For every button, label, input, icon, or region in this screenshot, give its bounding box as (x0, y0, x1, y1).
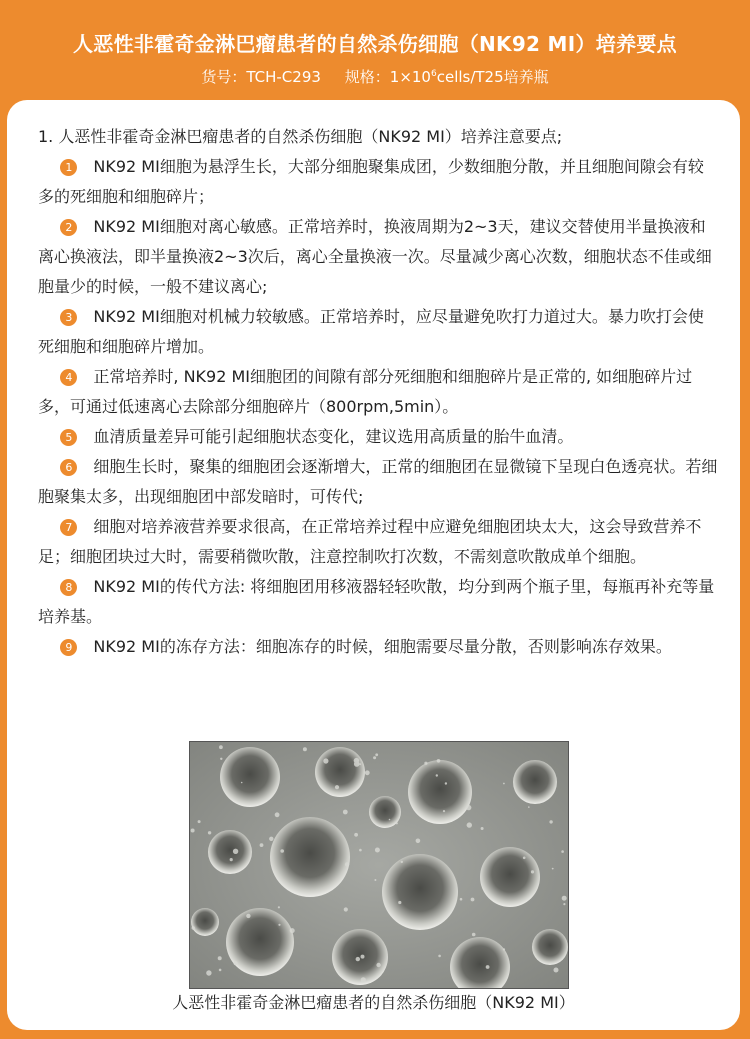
catalog-number: TCH-C293 (246, 68, 321, 86)
note-item (38, 632, 718, 662)
number-badge: 2 (60, 219, 77, 236)
note-text: NK92 MI的冻存方法：细胞冻存的时候，细胞需要尽量分散，否则影响冻存效果。 (93, 637, 672, 656)
number-badge: 3 (60, 309, 77, 326)
microscope-photo (189, 741, 569, 989)
header-banner (0, 0, 750, 100)
number-badge: 5 (60, 429, 77, 446)
cell-cluster-image (190, 742, 568, 988)
note-text: 血清质量差异可能引起细胞状态变化，建议选用高质量的胎牛血清。 (93, 427, 574, 446)
note-item (38, 512, 718, 572)
number-badge: 9 (60, 639, 77, 656)
section-heading: 1. 人恶性非霍奇金淋巴瘤患者的自然杀伤细胞（NK92 MI）培养注意要点; (38, 127, 563, 146)
culture-notes (38, 122, 718, 662)
note-item (38, 422, 718, 452)
figure-caption: 人恶性非霍奇金淋巴瘤患者的自然杀伤细胞（NK92 MI） (172, 993, 575, 1012)
number-badge: 4 (60, 369, 77, 386)
spec-value-base: 1×10 (389, 68, 431, 86)
note-text: 正常培养时, NK92 MI细胞团的间隙有部分死细胞和细胞碎片是正常的, 如细胞碎片过多，可通过低速离心去除部分细胞碎片（800rpm,5min）。 (38, 367, 693, 416)
number-badge: 7 (60, 519, 77, 536)
spec-label: 规格： (344, 68, 390, 86)
product-spec-line (0, 64, 750, 87)
spec-value-exponent: 6 (430, 69, 437, 79)
number-badge: 6 (60, 459, 77, 476)
note-item (38, 362, 718, 422)
content-card (7, 100, 740, 1030)
note-text: NK92 MI细胞为悬浮生长，大部分细胞聚集成团，少数细胞分散，并且细胞间隙会有较多的死细胞和细胞碎片； (38, 157, 704, 206)
note-text: NK92 MI的传代方法: 将细胞团用移液器轻轻吹散，均分到两个瓶子里，每瓶再补充等量培养基。 (38, 577, 715, 626)
page-title: 人恶性非霍奇金淋巴瘤患者的自然杀伤细胞（NK92 MI）培养要点 (73, 32, 677, 56)
note-item (38, 152, 718, 212)
number-badge: 8 (60, 579, 77, 596)
note-text: NK92 MI细胞对离心敏感。正常培养时，换液周期为2~3天，建议交替使用半量换液和离心换液法，即半量换液2~3次后，离心全量换液一次。尽量减少离心次数，细胞状态不佳或细胞量少的时候，一般不建议离心; (38, 217, 712, 296)
note-text: 细胞生长时，聚集的细胞团会逐渐增大，正常的细胞团在显微镜下呈现白色透亮状。若细胞聚集太多，出现细胞团中部发暗时，可传代; (38, 457, 718, 506)
note-item (38, 302, 718, 362)
note-item (38, 572, 718, 632)
spec-value-unit: cells/T25培养瓶 (436, 68, 549, 86)
catalog-label: 货号： (201, 68, 247, 86)
note-item (38, 452, 718, 512)
note-text: 细胞对培养液营养要求很高，在正常培养过程中应避免细胞团块太大，这会导致营养不足；细胞团块过大时，需要稍微吹散，注意控制吹打次数，不需刻意吹散成单个细胞。 (38, 517, 702, 566)
note-item (38, 212, 718, 302)
number-badge: 1 (60, 159, 77, 176)
note-text: NK92 MI细胞对机械力较敏感。正常培养时，应尽量避免吹打力道过大。暴力吹打会使死细胞和细胞碎片增加。 (38, 307, 704, 356)
